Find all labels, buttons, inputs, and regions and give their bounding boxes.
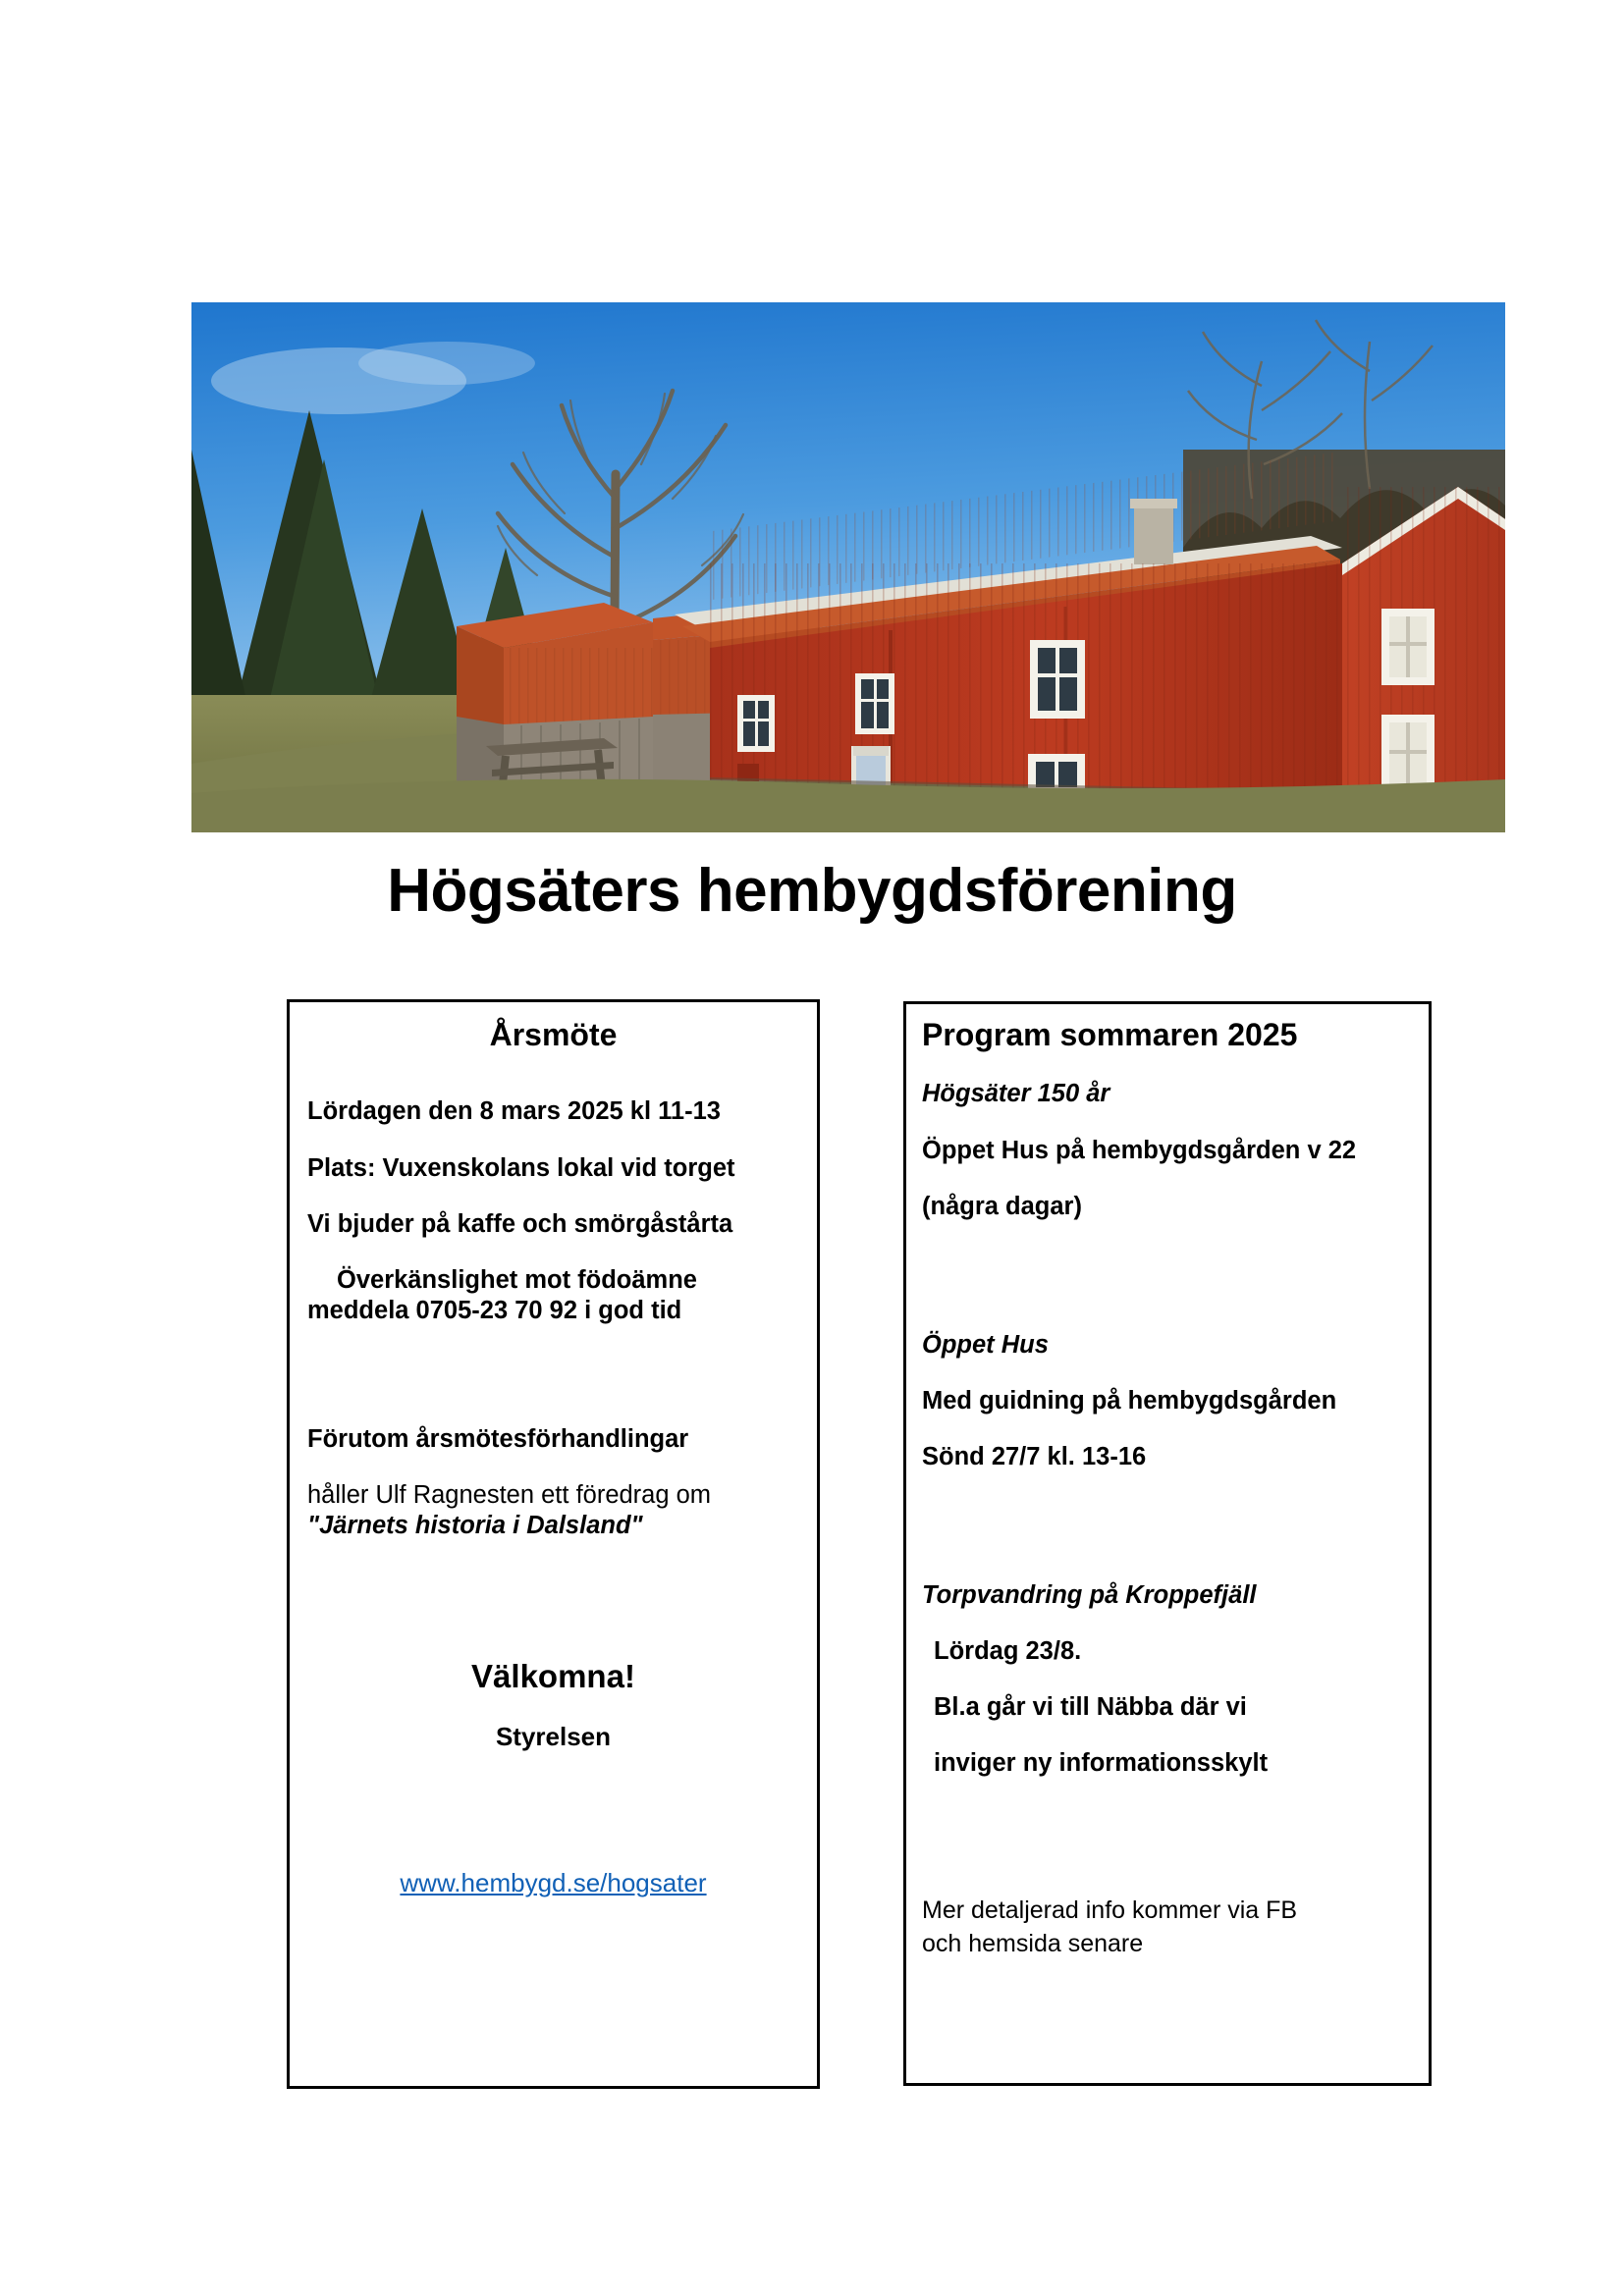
spacer (922, 1611, 1415, 1636)
spacer (922, 1723, 1415, 1748)
event-2-line-1: Med guidning på hembygdsgården (922, 1386, 1337, 1415)
spacer (922, 1472, 1415, 1545)
event-3-title: Torpvandring på Kroppefjäll (922, 1581, 1257, 1610)
spacer (307, 1240, 799, 1265)
spacer (922, 1053, 1415, 1079)
refreshments-line: Vi bjuder på kaffe och smörgåstårta (307, 1209, 733, 1238)
welcome-text: Välkomna! (471, 1658, 635, 1695)
spacer (922, 1166, 1415, 1192)
spacer (922, 1295, 1415, 1330)
event-2-line-2: Sönd 27/7 kl. 13-16 (922, 1442, 1147, 1470)
annual-meeting-heading: Årsmöte (489, 1017, 618, 1052)
event-3-line-1: Lördag 23/8. (934, 1637, 1082, 1666)
signature-text: Styrelsen (495, 1721, 612, 1751)
page-title: Högsäters hembygdsförening (387, 857, 1237, 925)
spacer (307, 1614, 799, 1657)
spacer (922, 1222, 1415, 1295)
annual-meeting-panel (287, 999, 820, 2089)
summer-program-panel (903, 1001, 1432, 2086)
event-3-line-3: inviger ny informationsskylt (934, 1749, 1269, 1778)
spacer (922, 1416, 1415, 1442)
meeting-date-line: Lördagen den 8 mars 2025 kl 11-13 (307, 1097, 721, 1126)
hembygdsgarden-photo (191, 302, 1505, 832)
photo-illustration (191, 302, 1505, 832)
event-1-line-2: (några dagar) (922, 1192, 1082, 1220)
website-link[interactable]: www.hembygd.se/hogsater (400, 1868, 707, 1898)
spacer (307, 1128, 799, 1153)
spacer (307, 1399, 799, 1424)
spacer (307, 1825, 799, 1868)
allergy-phone-line: meddela 0705-23 70 92 i god tid (307, 1296, 682, 1324)
spacer (922, 1361, 1415, 1386)
spacer (307, 1053, 799, 1096)
event-1-line-1: Öppet Hus på hembygdsgården v 22 (922, 1136, 1357, 1164)
agenda-extra-line: Förutom årsmötesförhandlingar (307, 1424, 689, 1453)
spacer (307, 1752, 799, 1825)
summer-program-heading: Program sommaren 2025 (922, 1017, 1298, 1052)
event-2-title: Öppet Hus (922, 1330, 1049, 1359)
chimney (1134, 504, 1173, 564)
spacer (307, 1541, 799, 1614)
spacer (922, 1667, 1415, 1692)
spacer (922, 1110, 1415, 1136)
spacer (307, 1696, 799, 1722)
event-3-line-2: Bl.a går vi till Näbba där vi (934, 1693, 1247, 1722)
footer-note-line-2: och hemsida senare (922, 1930, 1144, 1958)
spacer (307, 1455, 799, 1480)
footer-note-line-1: Mer detaljerad info kommer via FB (922, 1896, 1298, 1925)
spacer (922, 1545, 1415, 1580)
allergy-notice-line: Överkänslighet mot födoämne (337, 1265, 697, 1294)
spacer (307, 1184, 799, 1209)
lecture-title-line: "Järnets historia i Dalsland" (307, 1512, 643, 1540)
spacer (307, 1326, 799, 1399)
spacer (922, 1851, 1415, 1895)
meeting-place-line: Plats: Vuxenskolans lokal vid torget (307, 1153, 735, 1182)
event-1-title: Högsäter 150 år (922, 1080, 1110, 1108)
spacer (922, 1779, 1415, 1851)
lecture-speaker-line: håller Ulf Ragnesten ett föredrag om (307, 1481, 712, 1510)
